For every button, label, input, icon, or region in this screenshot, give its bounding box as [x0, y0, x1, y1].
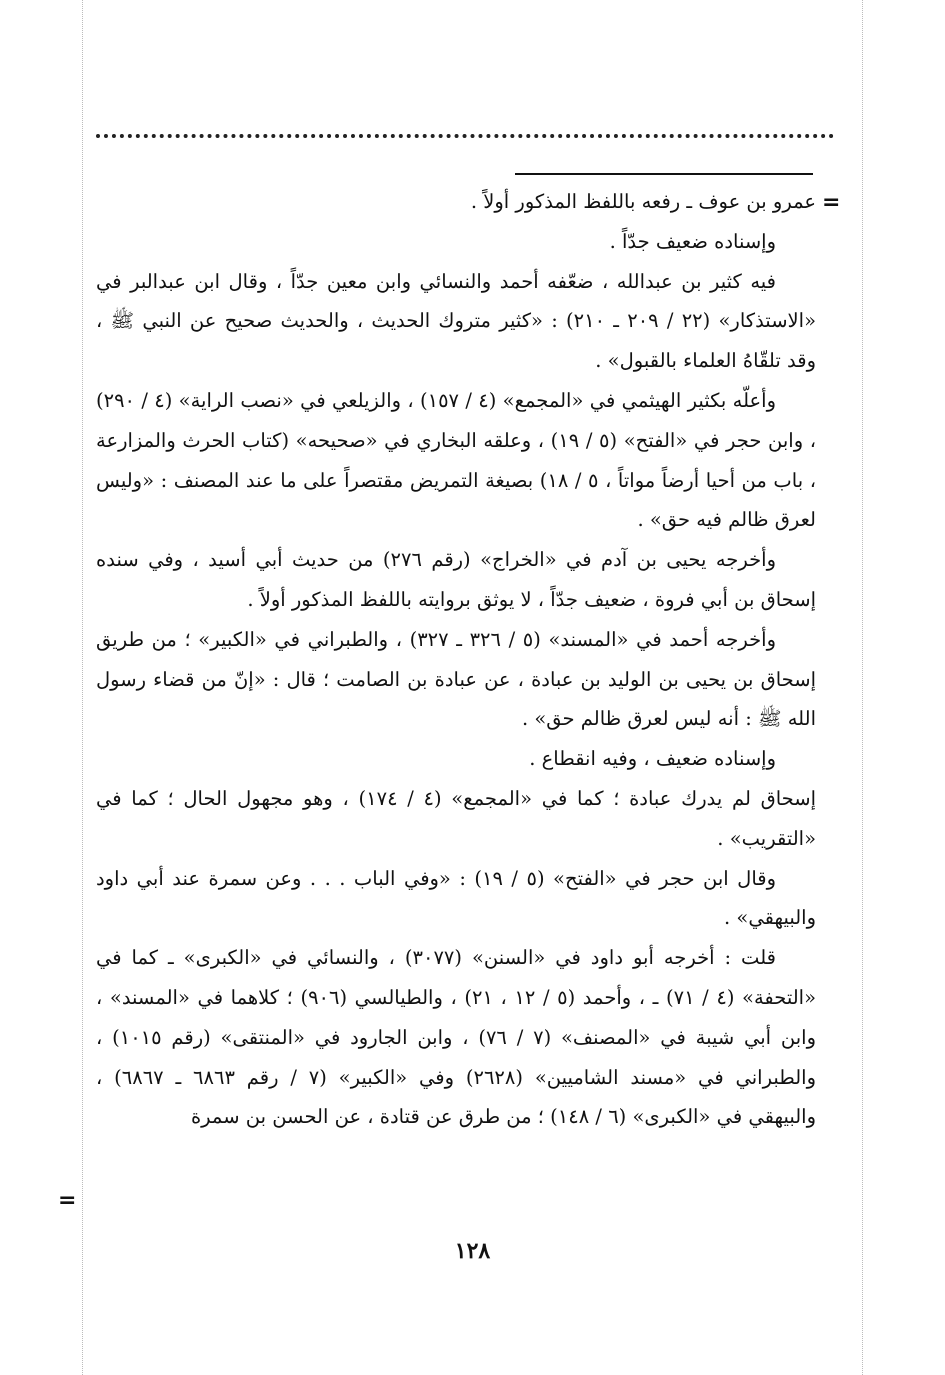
- paragraph: وأعلّه بكثير الهيثمي في «المجمع» (٤ / ١٥٧) ، والزيلعي في «نصب الراية» (٤ / ٢٩٠) ، وابن حجر في «الفتح» (٥ / ١٩) ، وعلقه البخاري في «صحيحه» (كتاب الحرث والمزارعة ، باب من أحيا أرضاً مواتاً ، ٥ / ١٨) بصيغة التمريض مقتصراً على ما عند المصنف : «وليس لعرق ظالم فيه حق» .: [96, 388, 816, 532]
- footnote-text: [96, 182, 816, 1137]
- paragraph: وأخرجه يحيى بن آدم في «الخراج» (رقم ٢٧٦) من حديث أبي أسيد ، وفي سنده إسحاق بن أبي فروة ، ضعيف جدّاً ، لا يوثق بروايته باللفظ المذكور أولاً .: [96, 548, 816, 611]
- paragraph: وإسناده ضعيف ، وفيه انقطاع .: [529, 747, 776, 771]
- paragraph: إسحاق لم يدرك عبادة ؛ كما في «المجمع» (٤ / ١٧٤) ، وهو مجهول الحال ؛ كما في «التقريب» .: [96, 786, 817, 850]
- paragraph: فيه كثير بن عبدالله ، ضعّفه أحمد والنسائي وابن معين جدّاً ، وقال ابن عبدالبر في «الاستذكار» (٢٢ / ٢٠٩ ـ ٢١٠) : «كثير متروك الحديث ، والحديث صحيح عن النبي ﷺ ، وقد تلقّاهُ العلماء بالقبول» .: [96, 269, 816, 373]
- paragraph: وإسناده ضعيف جدّاً .: [609, 229, 776, 253]
- paragraph: وقال ابن حجر في «الفتح» (٥ / ١٩) : «وفي الباب . . . وعن سمرة عند أبي داود والبيهقي» .: [96, 866, 816, 930]
- continuation-marker-top: =: [822, 190, 841, 215]
- paragraph: قلت : أخرجه أبو داود في «السنن» (٣٠٧٧) ، والنسائي في «الكبرى» ـ كما في «التحفة» (٤ / ٧١) ـ ، وأحمد (٥ / ١٢ ، ٢١) ، والطيالسي (٩٠٦) ؛ كلاهما في «المسند» ، وابن أبي شيبة في «المصنف» (٧ / ٧٦) ، وابن الجارود في «المنتقى» (رقم ١٠١٥) ، والطبراني في «مسند الشاميين» (٢٦٢٨) وفي «الكبير» (٧ / رقم ٦٨٦٣ ـ ٦٨٦٧) ، والبيهقي في «الكبرى» (٦ / ١٤٨) ؛ من طرق عن قتادة ، عن الحسن بن سمرة: [96, 946, 817, 1129]
- scan-guide-line: [862, 0, 863, 1375]
- scan-guide-line: [82, 0, 83, 1375]
- footnote-separator: [515, 173, 813, 175]
- paragraph: عمرو بن عوف ـ رفعه باللفظ المذكور أولاً .: [470, 190, 816, 213]
- page-number: ١٢٨: [454, 1238, 491, 1264]
- paragraph: وأخرجه أحمد في «المسند» (٥ / ٣٢٦ ـ ٣٢٧) ، والطبراني في «الكبير» ؛ من طريق إسحاق بن يحيى بن الوليد بن عبادة ، عن عبادة بن الصامت ؛ قال : «إنّ من قضاء رسول الله ﷺ : أنه ليس لعرق ظالم حق» .: [96, 627, 816, 731]
- header-dotted-rule: [96, 134, 834, 144]
- continuation-marker-bottom: =: [58, 1188, 77, 1213]
